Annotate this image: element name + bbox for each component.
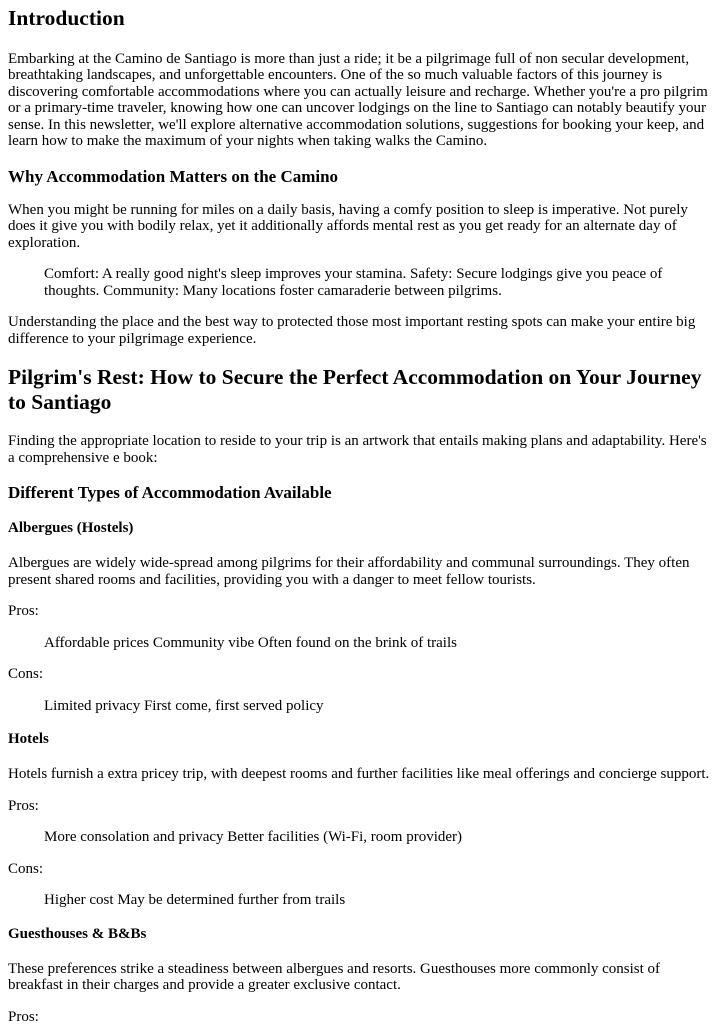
albergues-cons-label: Cons: bbox=[8, 666, 712, 683]
guesthouses-pros-label: Pros: bbox=[8, 1009, 712, 1025]
rest-heading: Pilgrim's Rest: How to Secure the Perfect Accommodation on Your Journey to Santiago bbox=[8, 365, 712, 414]
types-heading: Different Types of Accommodation Available bbox=[8, 483, 712, 502]
hotels-pros-list: More consolation and privacy Better facilities (Wi-Fi, room provider) bbox=[44, 829, 712, 846]
why-closing-paragraph: Understanding the place and the best way to protected those most important resting spots can make your entire big difference to your pilgrimage experience. bbox=[8, 314, 712, 347]
hotels-heading: Hotels bbox=[8, 731, 712, 748]
why-heading: Why Accommodation Matters on the Camino bbox=[8, 167, 712, 186]
why-paragraph: When you might be running for miles on a daily basis, having a comfy position to sleep is imperative. Not purely does it give you with bodily relax, yet it additionally affords mental rest as you get ready for an alternate day of exploration. bbox=[8, 202, 712, 252]
rest-paragraph: Finding the appropriate location to reside to your trip is an artwork that entails making plans and adaptability. Here's a comprehensive e book: bbox=[8, 433, 712, 466]
hotels-pros-label: Pros: bbox=[8, 798, 712, 815]
albergues-pros-label: Pros: bbox=[8, 603, 712, 620]
guesthouses-heading: Guesthouses & B&Bs bbox=[8, 926, 712, 943]
hotels-cons-label: Cons: bbox=[8, 861, 712, 878]
guesthouses-paragraph: These preferences strike a steadiness between albergues and resorts. Guesthouses more commonly consist of breakfast in their charges and provide a greater exclusive contact. bbox=[8, 961, 712, 994]
albergues-paragraph: Albergues are widely wide-spread among pilgrims for their affordability and communal surroundings. They often present shared rooms and facilities, providing you with a danger to meet fellow tourists. bbox=[8, 555, 712, 588]
why-benefits-list: Comfort: A really good night's sleep improves your stamina. Safety: Secure lodgings give you peace of thoughts. Community: Many locations foster camaraderie between pilgrims. bbox=[44, 266, 712, 299]
albergues-cons-list: Limited privacy First come, first served policy bbox=[44, 698, 712, 715]
intro-paragraph: Embarking at the Camino de Santiago is more than just a ride; it be a pilgrimage full of non secular development, breathtaking landscapes, and unforgettable encounters. One of the so much valuable factors of this journey is discovering comfortable accommodations where you can actually leisure and recharge. Whether you're a pro pilgrim or a primary-time traveler, knowing how one can uncover lodgings on the line to Santiago can notably beautify your sense. In this newsletter, we'll explore alternative accommodation solutions, suggestions for booking your keep, and learn how to make the maximum of your nights when taking walks the Camino. bbox=[8, 51, 712, 150]
hotels-cons-list: Higher cost May be determined further from trails bbox=[44, 892, 712, 909]
hotels-paragraph: Hotels furnish a extra pricey trip, with deepest rooms and further facilities like meal offerings and concierge support. bbox=[8, 766, 712, 783]
albergues-pros-list: Affordable prices Community vibe Often found on the brink of trails bbox=[44, 635, 712, 652]
albergues-heading: Albergues (Hostels) bbox=[8, 520, 712, 537]
intro-heading: Introduction bbox=[8, 0, 712, 31]
